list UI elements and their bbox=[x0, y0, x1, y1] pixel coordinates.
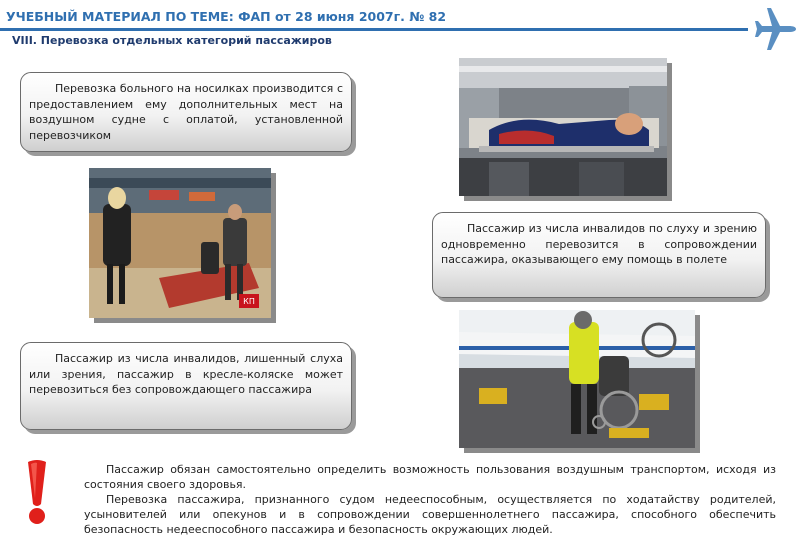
watermark-text: КП bbox=[243, 297, 255, 306]
section-subtitle: VIII. Перевозка отдельных категорий пассажиров bbox=[12, 34, 332, 47]
callout-stretcher: Перевозка больного на носилках производится с предоставлением ему дополнительных мест на воздушном судне с оплатой, установленной перевозчиком bbox=[20, 72, 352, 152]
airplane-icon bbox=[752, 6, 798, 52]
page-title: УЧЕБНЫЙ МАТЕРИАЛ ПО ТЕМЕ: ФАП от 28 июня 2007г. № 82 bbox=[6, 9, 447, 24]
wheelchair-photo bbox=[459, 310, 695, 448]
header-divider bbox=[0, 28, 748, 31]
notice-paragraph-1: Пассажир обязан самостоятельно определить возможность пользования воздушным транспортом, исходя из состояния своего здоровья. bbox=[84, 463, 776, 491]
notice-text bbox=[84, 462, 776, 537]
stretcher-photo bbox=[459, 58, 667, 196]
callout-wheelchair: Пассажир из числа инвалидов, лишенный слуха или зрения, пассажир в кресле-коляске может перевозиться без сопровождающего пассажира bbox=[20, 342, 352, 430]
notice-paragraph-2: Перевозка пассажира, признанного судом недееспособным, осуществляется по ходатайству родителей, усыновителей или опекунов и в сопровождении совершеннолетнего пассажира, способного обеспечить безопасность недееспособного пассажира и безопасность окружающих людей. bbox=[84, 493, 776, 536]
exclamation-icon bbox=[22, 458, 52, 526]
airport-photo bbox=[89, 168, 271, 318]
callout-hearing-vision: Пассажир из числа инвалидов по слуху и зрению одновременно перевозится в сопровождении пассажира, оказывающего ему помощь в полете bbox=[432, 212, 766, 298]
